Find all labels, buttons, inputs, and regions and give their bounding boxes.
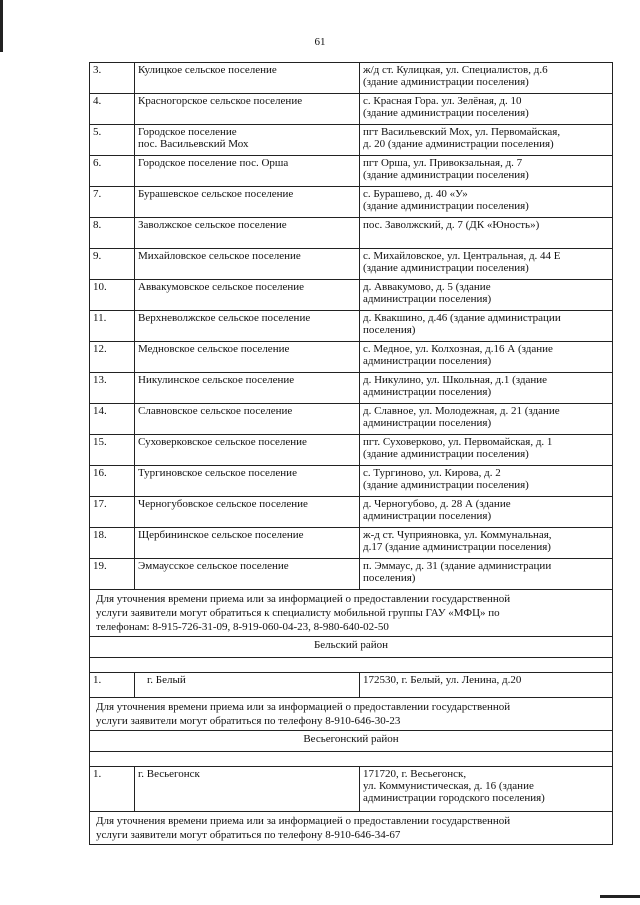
row-number: 3. (90, 63, 135, 94)
service-locations-table (89, 62, 613, 845)
settlement-name-line: Красногорское сельское поселение (138, 95, 303, 107)
settlement-address-line: д.17 (здание администрации поселения) (363, 541, 551, 553)
contact-note-row (90, 698, 613, 731)
settlement-address-line: д. Славное, ул. Молодежная, д. 21 (здание (363, 405, 560, 417)
spacer-cell (90, 658, 613, 673)
table-row (90, 466, 613, 497)
settlement-name (135, 249, 360, 280)
settlement-name (135, 280, 360, 311)
table-row (90, 435, 613, 466)
settlement-address (360, 94, 613, 125)
settlement-name (135, 373, 360, 404)
settlement-name-line: Черногубовское сельское поселение (138, 498, 308, 510)
table-row (90, 767, 613, 812)
settlement-name-line: г. Белый (147, 674, 186, 686)
settlement-address-line: пгт. Суховерково, ул. Первомайская, д. 1 (363, 436, 553, 448)
settlement-address-line: д. Аввакумово, д. 5 (здание (363, 281, 491, 293)
settlement-name (135, 466, 360, 497)
row-number: 12. (90, 342, 135, 373)
row-number: 1. (90, 673, 135, 698)
settlement-name-line: Кулицкое сельское поселение (138, 64, 277, 76)
table-row (90, 187, 613, 218)
settlement-name (135, 125, 360, 156)
settlement-address (360, 187, 613, 218)
settlement-address-line: администрации городского поселения) (363, 792, 545, 804)
settlement-address (360, 466, 613, 497)
contact-note-line: услуги заявители могут обратиться к специалисту мобильной группы ГАУ «МФЦ» по (96, 607, 500, 619)
settlement-address-line: (здание администрации поселения) (363, 107, 529, 119)
row-number: 5. (90, 125, 135, 156)
table-row (90, 673, 613, 698)
contact-note (90, 812, 613, 845)
contact-note-line: услуги заявители могут обратиться по телефону 8-910-646-34-67 (96, 829, 401, 841)
contact-note (90, 590, 613, 637)
district-header-row (90, 731, 613, 752)
settlement-address-line: (здание администрации поселения) (363, 169, 529, 181)
settlement-address-line: ж-д ст. Чуприяновка, ул. Коммунальная, (363, 529, 552, 541)
settlement-address-line: (здание администрации поселения) (363, 479, 529, 491)
table-row (90, 156, 613, 187)
settlement-name-line: Никулинское сельское поселение (138, 374, 295, 386)
row-number: 1. (90, 767, 135, 812)
settlement-address-line: (здание администрации поселения) (363, 200, 529, 212)
settlement-name (135, 311, 360, 342)
spacer-cell (90, 752, 613, 767)
spacer-row (90, 752, 613, 767)
settlement-address (360, 404, 613, 435)
settlement-address (360, 63, 613, 94)
contact-note-line: Для уточнения времени приема или за информацией о предоставлении государственной (96, 593, 511, 605)
table-row (90, 373, 613, 404)
settlement-address (360, 249, 613, 280)
settlement-address-line: 172530, г. Белый, ул. Ленина, д.20 (363, 674, 522, 686)
settlement-address (360, 767, 613, 812)
row-number: 13. (90, 373, 135, 404)
table-row (90, 342, 613, 373)
row-number: 17. (90, 497, 135, 528)
table-row (90, 249, 613, 280)
settlement-name (135, 767, 360, 812)
settlement-name-line: Щербининское сельское поселение (138, 529, 304, 541)
settlement-name-line: Верхневолжское сельское поселение (138, 312, 311, 324)
row-number: 16. (90, 466, 135, 497)
table-row (90, 404, 613, 435)
settlement-address (360, 311, 613, 342)
settlement-address (360, 528, 613, 559)
settlement-name-line: Городское поселение (138, 126, 237, 138)
settlement-address-line: д. Черногубово, д. 28 А (здание (363, 498, 511, 510)
settlement-name (135, 187, 360, 218)
row-number: 11. (90, 311, 135, 342)
settlement-name-line: Михайловское сельское поселение (138, 250, 301, 262)
settlement-address-line: с. Медное, ул. Колхозная, д.16 А (здание (363, 343, 553, 355)
settlement-name (135, 342, 360, 373)
settlement-address-line: (здание администрации поселения) (363, 76, 529, 88)
settlement-address-line: администрации поселения) (363, 386, 492, 398)
settlement-name-line: Эммаусское сельское поселение (138, 560, 289, 572)
table-row (90, 280, 613, 311)
row-number: 8. (90, 218, 135, 249)
settlement-address-line: с. Красная Гора. ул. Зелёная, д. 10 (363, 95, 522, 107)
row-number: 4. (90, 94, 135, 125)
settlement-name-line: Городское поселение пос. Орша (138, 157, 289, 169)
settlement-address (360, 673, 613, 698)
row-number: 15. (90, 435, 135, 466)
settlement-name-line: Заволжское сельское поселение (138, 219, 287, 231)
row-number: 14. (90, 404, 135, 435)
settlement-name-line: Бурашевское сельское поселение (138, 188, 294, 200)
settlement-address-line: с. Тургиново, ул. Кирова, д. 2 (363, 467, 501, 479)
table-row (90, 311, 613, 342)
settlement-address-line: пгт Орша, ул. Привокзальная, д. 7 (363, 157, 523, 169)
settlement-address (360, 156, 613, 187)
settlement-name-line: пос. Васильевский Мох (138, 138, 249, 150)
table-row (90, 94, 613, 125)
settlement-address-line: поселения) (363, 572, 416, 584)
table-row (90, 528, 613, 559)
settlement-address-line: (здание администрации поселения) (363, 448, 529, 460)
contact-note-row (90, 590, 613, 637)
settlement-name (135, 404, 360, 435)
settlement-name-line: Тургиновское сельское поселение (138, 467, 297, 479)
settlement-address-line: с. Бурашево, д. 40 «У» (363, 188, 468, 200)
contact-note-line: телефонам: 8-915-726-31-09, 8-919-060-04-23, 8-980-640-02-50 (96, 621, 389, 633)
settlement-address-line: (здание администрации поселения) (363, 262, 529, 274)
settlement-name (135, 218, 360, 249)
table-row (90, 218, 613, 249)
settlement-name (135, 63, 360, 94)
table-row (90, 559, 613, 590)
district-name: Бельский район (90, 637, 613, 658)
settlement-name (135, 156, 360, 187)
table-row (90, 125, 613, 156)
row-number: 7. (90, 187, 135, 218)
settlement-address-line: администрации поселения) (363, 510, 492, 522)
settlement-address-line: ж/д ст. Кулицкая, ул. Специалистов, д.6 (363, 64, 548, 76)
scan-edge-mark (600, 895, 640, 898)
row-number: 6. (90, 156, 135, 187)
settlement-address (360, 125, 613, 156)
settlement-address (360, 218, 613, 249)
settlement-address-line: администрации поселения) (363, 355, 492, 367)
settlement-name-line: Славновское сельское поселение (138, 405, 293, 417)
settlement-address-line: пос. Заволжский, д. 7 (ДК «Юность») (363, 219, 540, 231)
table-row (90, 497, 613, 528)
settlement-address (360, 559, 613, 590)
row-number: 10. (90, 280, 135, 311)
settlement-name (135, 435, 360, 466)
page-number: 61 (314, 36, 326, 48)
settlement-address-line: с. Михайловское, ул. Центральная, д. 44 Е (363, 250, 561, 262)
settlement-address-line: п. Эммаус, д. 31 (здание администрации (363, 560, 552, 572)
settlement-address-line: д. 20 (здание администрации поселения) (363, 138, 554, 150)
settlement-name (135, 528, 360, 559)
settlement-name-line: г. Весьегонск (138, 768, 200, 780)
settlement-address (360, 497, 613, 528)
contact-note-line: Для уточнения времени приема или за информацией о предоставлении государственной (96, 701, 511, 713)
settlement-address-line: ул. Коммунистическая, д. 16 (здание (363, 780, 534, 792)
settlement-address-line: д. Квакшино, д.46 (здание администрации (363, 312, 561, 324)
row-number: 18. (90, 528, 135, 559)
settlement-address (360, 435, 613, 466)
settlement-address-line: 171720, г. Весьегонск, (363, 768, 467, 780)
spacer-row (90, 658, 613, 673)
settlement-address (360, 280, 613, 311)
contact-note-line: Для уточнения времени приема или за информацией о предоставлении государственной (96, 815, 511, 827)
settlement-name-line: Суховерковское сельское поселение (138, 436, 307, 448)
settlement-name (135, 497, 360, 528)
table-row (90, 63, 613, 94)
contact-note-row (90, 812, 613, 845)
row-number: 19. (90, 559, 135, 590)
settlement-name (135, 559, 360, 590)
district-name: Весьегонский район (90, 731, 613, 752)
row-number: 9. (90, 249, 135, 280)
settlement-address-line: пгт Васильевский Мох, ул. Первомайская, (363, 126, 561, 138)
settlement-address-line: администрации поселения) (363, 293, 492, 305)
settlement-address-line: поселения) (363, 324, 416, 336)
settlement-name-line: Аввакумовское сельское поселение (138, 281, 305, 293)
settlement-name-line: Медновское сельское поселение (138, 343, 290, 355)
settlement-address-line: д. Никулино, ул. Школьная, д.1 (здание (363, 374, 548, 386)
settlement-address (360, 373, 613, 404)
settlement-name (135, 94, 360, 125)
contact-note-line: услуги заявители могут обратиться по телефону 8-910-646-30-23 (96, 715, 401, 727)
district-header-row (90, 637, 613, 658)
contact-note (90, 698, 613, 731)
settlement-address (360, 342, 613, 373)
settlement-address-line: администрации поселения) (363, 417, 492, 429)
settlement-name (135, 673, 360, 698)
